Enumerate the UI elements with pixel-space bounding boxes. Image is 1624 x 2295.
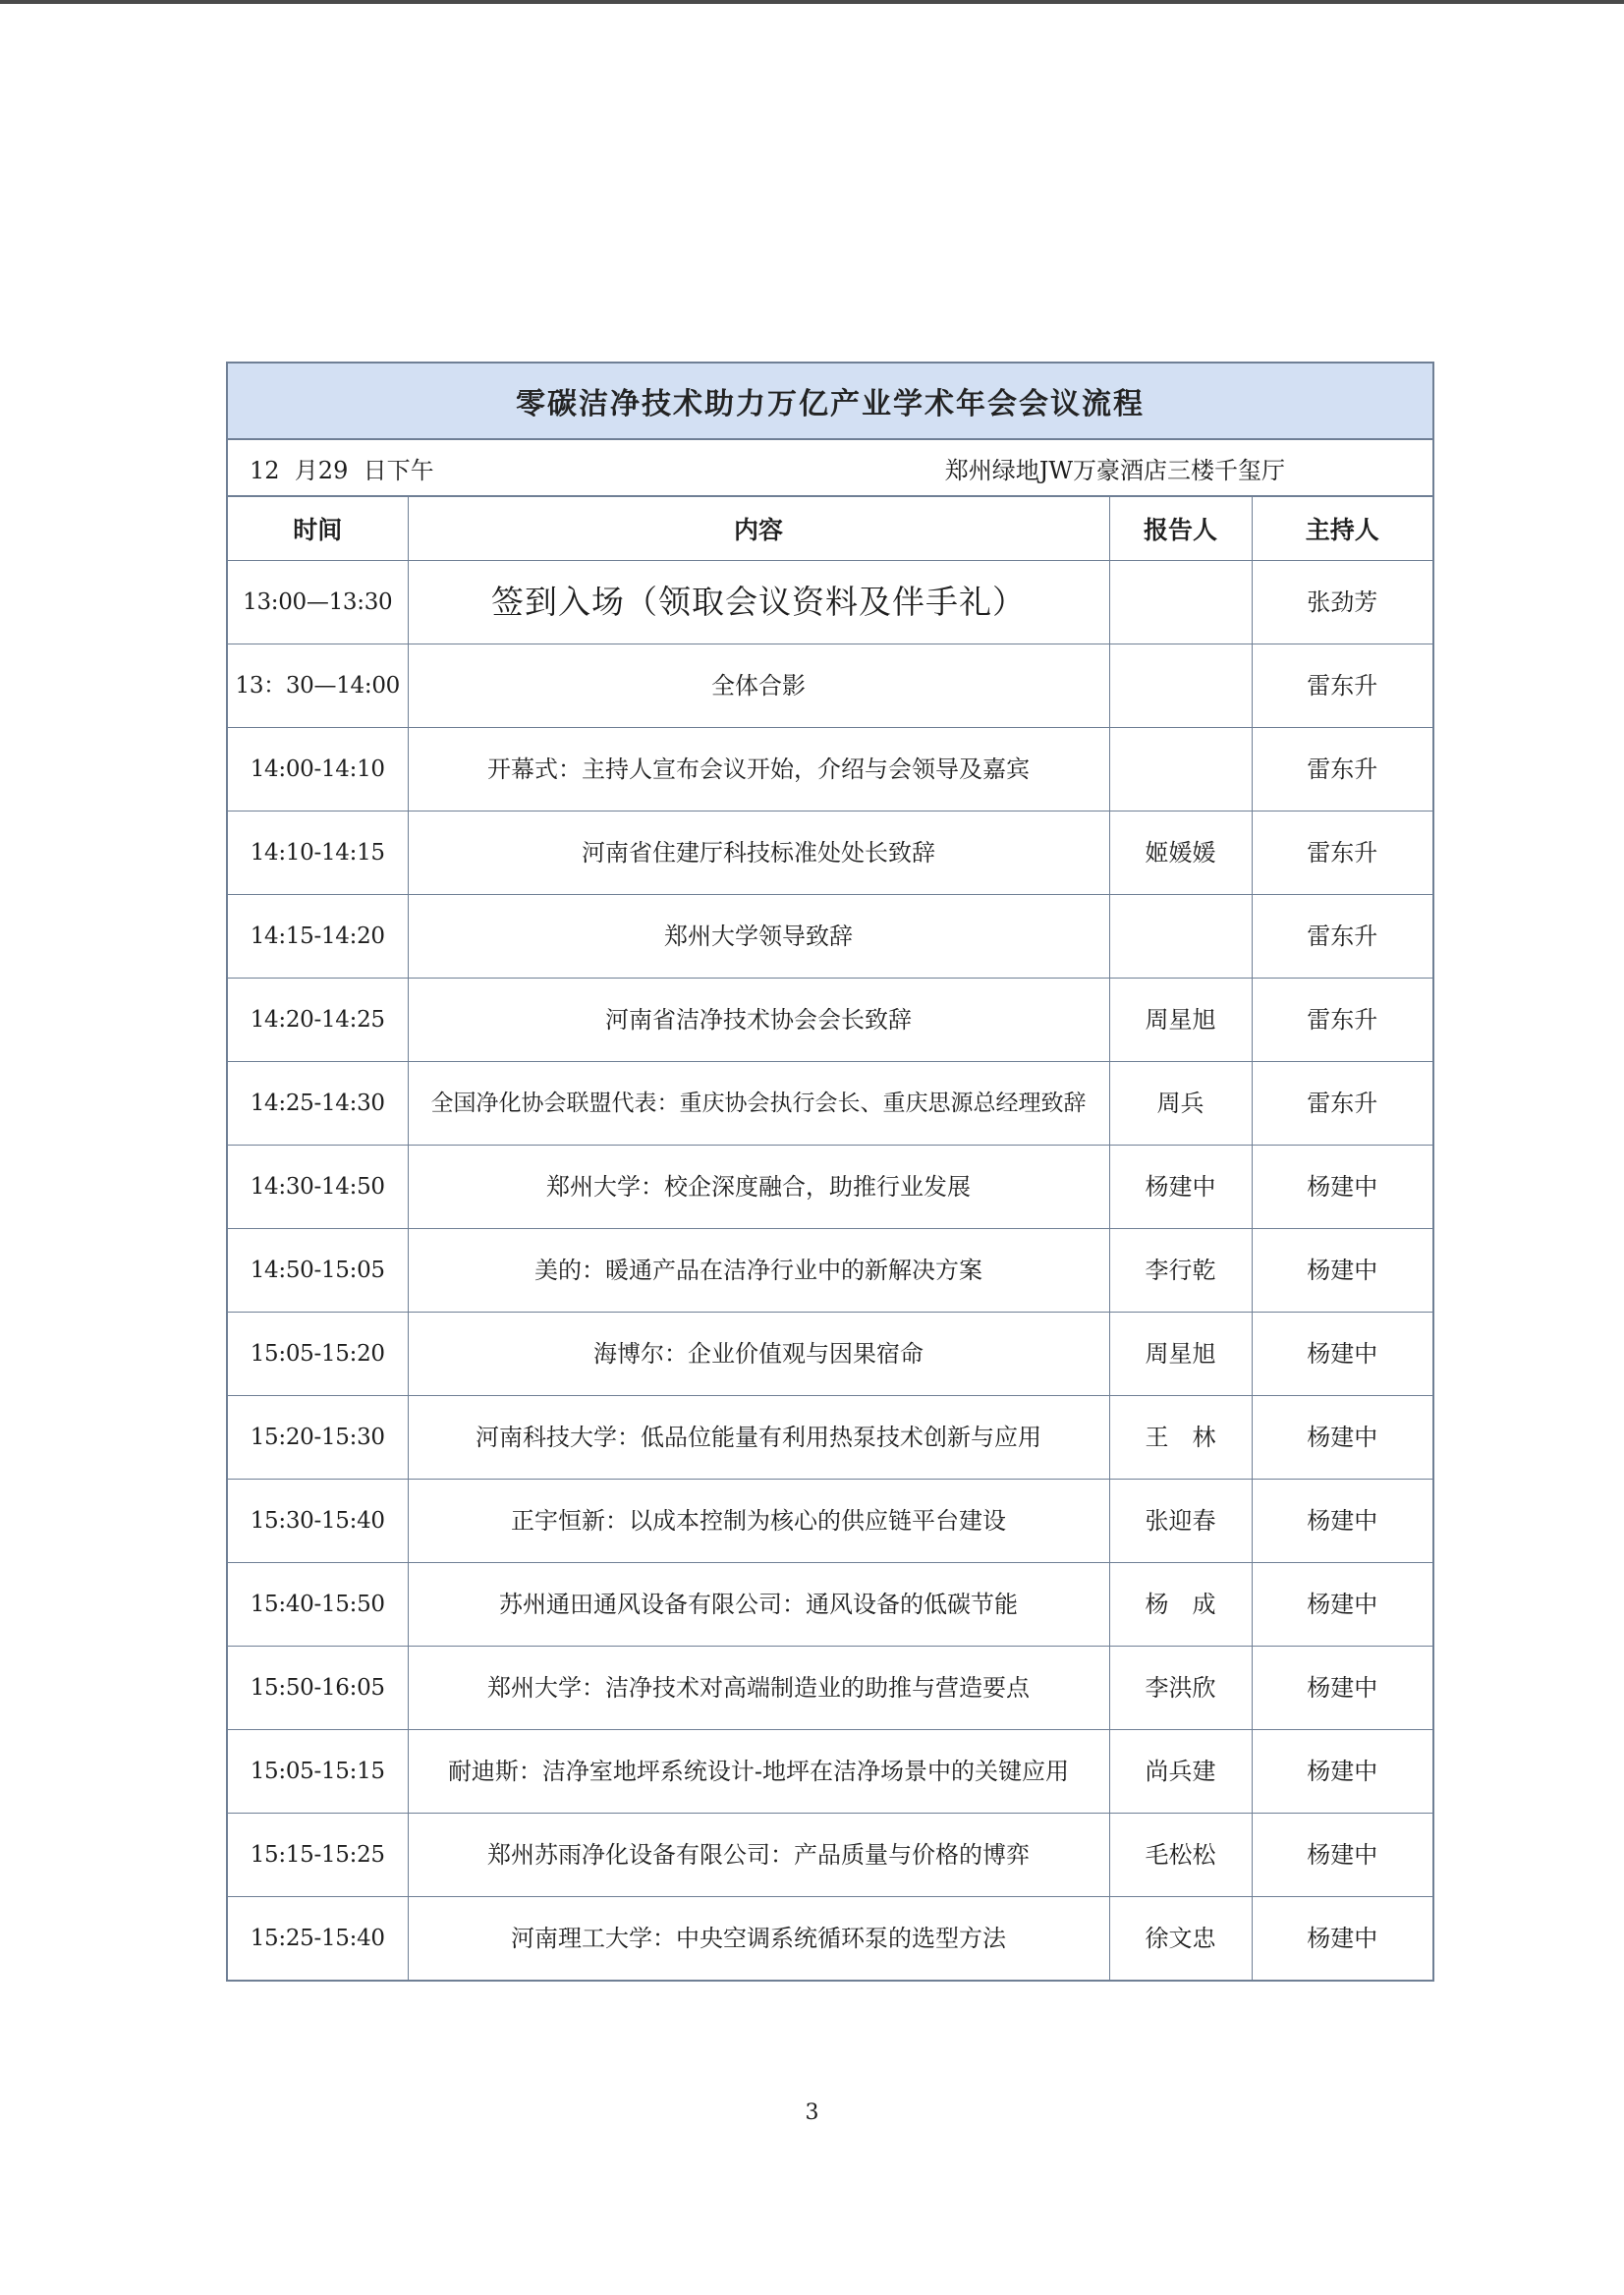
cell-time: 13：30—14:00 xyxy=(228,644,408,728)
cell-time: 15:25-15:40 xyxy=(228,1897,408,1981)
cell-host: 杨建中 xyxy=(1252,1229,1432,1313)
table-row xyxy=(228,1313,1432,1396)
cell-content: 美的：暖通产品在洁净行业中的新解决方案 xyxy=(408,1229,1109,1313)
cell-host: 杨建中 xyxy=(1252,1480,1432,1563)
table-row xyxy=(228,812,1432,895)
cell-content: 郑州大学领导致辞 xyxy=(408,895,1109,979)
cell-speaker: 杨建中 xyxy=(1109,1146,1252,1229)
cell-time: 14:20-14:25 xyxy=(228,979,408,1062)
cell-time: 15:05-15:20 xyxy=(228,1313,408,1396)
cell-speaker: 王 林 xyxy=(1109,1396,1252,1480)
cell-host: 杨建中 xyxy=(1252,1396,1432,1480)
cell-time: 15:05-15:15 xyxy=(228,1730,408,1814)
table-row xyxy=(228,1730,1432,1814)
cell-time: 15:30-15:40 xyxy=(228,1480,408,1563)
cell-time: 14:00-14:10 xyxy=(228,728,408,812)
cell-time: 15:50-16:05 xyxy=(228,1647,408,1730)
cell-time: 13:00—13:30 xyxy=(228,561,408,644)
session-venue: 郑州绿地JW万豪酒店三楼千玺厅 xyxy=(944,456,1285,484)
table-row xyxy=(228,1146,1432,1229)
cell-content: 全体合影 xyxy=(408,644,1109,728)
table-row xyxy=(228,728,1432,812)
cell-host: 杨建中 xyxy=(1252,1563,1432,1647)
cell-speaker: 李洪欣 xyxy=(1109,1647,1252,1730)
table-row xyxy=(228,895,1432,979)
cell-speaker xyxy=(1109,728,1252,812)
cell-speaker: 姬媛媛 xyxy=(1109,812,1252,895)
table-row xyxy=(228,1480,1432,1563)
cell-content: 河南科技大学：低品位能量有利用热泵技术创新与应用 xyxy=(408,1396,1109,1480)
agenda-sheet xyxy=(226,362,1434,1982)
cell-speaker xyxy=(1109,561,1252,644)
page-number: 3 xyxy=(805,2100,819,2125)
cell-content: 郑州大学：校企深度融合，助推行业发展 xyxy=(408,1146,1109,1229)
cell-time: 14:50-15:05 xyxy=(228,1229,408,1313)
cell-content: 全国净化协会联盟代表：重庆协会执行会长、重庆思源总经理致辞 xyxy=(408,1062,1109,1146)
cell-content: 开幕式：主持人宣布会议开始，介绍与会领导及嘉宾 xyxy=(408,728,1109,812)
table-row xyxy=(228,1396,1432,1480)
cell-content: 苏州通田通风设备有限公司：通风设备的低碳节能 xyxy=(408,1563,1109,1647)
cell-content: 正宇恒新：以成本控制为核心的供应链平台建设 xyxy=(408,1480,1109,1563)
cell-host: 杨建中 xyxy=(1252,1146,1432,1229)
cell-host: 雷东升 xyxy=(1252,728,1432,812)
header-content: 内容 xyxy=(408,497,1109,561)
cell-speaker: 毛松松 xyxy=(1109,1814,1252,1897)
cell-content: 河南省洁净技术协会会长致辞 xyxy=(408,979,1109,1062)
cell-content: 耐迪斯：洁净室地坪系统设计-地坪在洁净场景中的关键应用 xyxy=(408,1730,1109,1814)
cell-speaker: 李行乾 xyxy=(1109,1229,1252,1313)
cell-time: 15:15-15:25 xyxy=(228,1814,408,1897)
agenda-table xyxy=(228,497,1432,1980)
cell-speaker: 徐文忠 xyxy=(1109,1897,1252,1981)
cell-host: 雷东升 xyxy=(1252,979,1432,1062)
cell-speaker: 周星旭 xyxy=(1109,1313,1252,1396)
table-row xyxy=(228,1897,1432,1981)
agenda-rows xyxy=(228,561,1432,1981)
cell-host: 张劲芳 xyxy=(1252,561,1432,644)
session-date: 12 月29 日下午 xyxy=(250,456,434,484)
cell-speaker: 周星旭 xyxy=(1109,979,1252,1062)
cell-content: 海博尔：企业价值观与因果宿命 xyxy=(408,1313,1109,1396)
cell-host: 杨建中 xyxy=(1252,1730,1432,1814)
cell-speaker: 周兵 xyxy=(1109,1062,1252,1146)
cell-content: 河南理工大学：中央空调系统循环泵的选型方法 xyxy=(408,1897,1109,1981)
cell-host: 雷东升 xyxy=(1252,1062,1432,1146)
header-time: 时间 xyxy=(228,497,408,561)
table-row xyxy=(228,1814,1432,1897)
cell-host: 雷东升 xyxy=(1252,812,1432,895)
cell-speaker xyxy=(1109,644,1252,728)
cell-host: 雷东升 xyxy=(1252,895,1432,979)
cell-host: 雷东升 xyxy=(1252,644,1432,728)
header-row xyxy=(228,497,1432,561)
session-info xyxy=(228,440,1432,497)
header-speaker: 报告人 xyxy=(1109,497,1252,561)
cell-speaker: 杨 成 xyxy=(1109,1563,1252,1647)
cell-host: 杨建中 xyxy=(1252,1313,1432,1396)
cell-time: 14:25-14:30 xyxy=(228,1062,408,1146)
cell-content: 郑州大学：洁净技术对高端制造业的助推与营造要点 xyxy=(408,1647,1109,1730)
cell-time: 15:40-15:50 xyxy=(228,1563,408,1647)
top-edge-rule xyxy=(0,0,1624,4)
cell-speaker: 张迎春 xyxy=(1109,1480,1252,1563)
cell-speaker xyxy=(1109,895,1252,979)
cell-speaker: 尚兵建 xyxy=(1109,1730,1252,1814)
cell-time: 14:15-14:20 xyxy=(228,895,408,979)
table-row xyxy=(228,561,1432,644)
table-row xyxy=(228,1563,1432,1647)
cell-host: 杨建中 xyxy=(1252,1897,1432,1981)
cell-content: 郑州苏雨净化设备有限公司：产品质量与价格的博弈 xyxy=(408,1814,1109,1897)
table-row xyxy=(228,979,1432,1062)
cell-time: 14:10-14:15 xyxy=(228,812,408,895)
table-row xyxy=(228,644,1432,728)
cell-time: 14:30-14:50 xyxy=(228,1146,408,1229)
table-row xyxy=(228,1229,1432,1313)
header-host: 主持人 xyxy=(1252,497,1432,561)
agenda-title: 零碳洁净技术助力万亿产业学术年会会议流程 xyxy=(228,364,1432,440)
cell-content: 河南省住建厅科技标准处处长致辞 xyxy=(408,812,1109,895)
cell-host: 杨建中 xyxy=(1252,1814,1432,1897)
cell-content: 签到入场（领取会议资料及伴手礼） xyxy=(408,561,1109,644)
table-row xyxy=(228,1062,1432,1146)
cell-host: 杨建中 xyxy=(1252,1647,1432,1730)
cell-time: 15:20-15:30 xyxy=(228,1396,408,1480)
table-row xyxy=(228,1647,1432,1730)
